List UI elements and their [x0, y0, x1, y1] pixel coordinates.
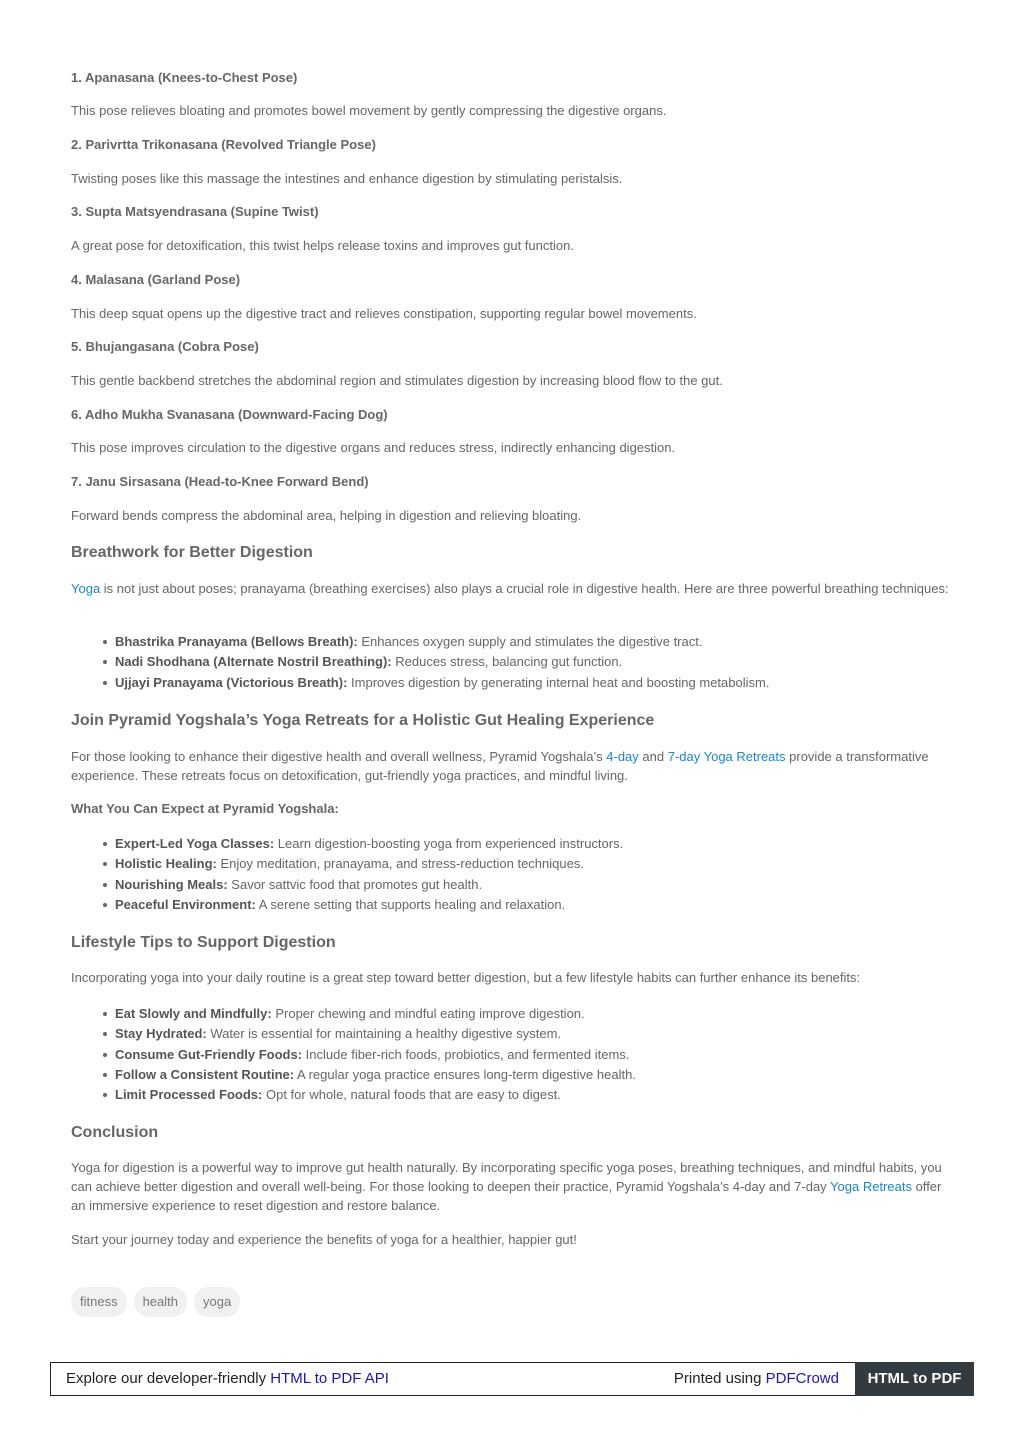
- list-item-bold: Expert-Led Yoga Classes:: [115, 836, 275, 851]
- pose-title: 3. Supta Matsyendrasana (Supine Twist): [71, 204, 319, 219]
- conclusion-text: Yoga for digestion is a powerful way to improve gut health naturally. By incorporating specific yoga poses, breathing techniques, and mindful habits, you can achieve better digestion and overall well-being. For those looking to deepen their practice, Pyramid Yogshala’s 4-day and 7-day: [71, 1160, 942, 1194]
- list-item: [115, 652, 769, 672]
- list-item-text: A serene setting that supports healing and relaxation.: [255, 896, 566, 912]
- conclusion-paragraph: [71, 1158, 951, 1215]
- list-item-bold: Stay Hydrated:: [115, 1026, 207, 1042]
- list-item-bold: Consume Gut-Friendly Foods:: [115, 1046, 303, 1062]
- list-item-bold: Holistic Healing:: [115, 856, 217, 872]
- pose-title: 4. Malasana (Garland Pose): [71, 272, 241, 287]
- lifestyle-list: [115, 1004, 636, 1105]
- section-heading-lifestyle: Lifestyle Tips to Support Digestion: [71, 934, 336, 951]
- html-to-pdf-api-link[interactable]: HTML to PDF API: [270, 1370, 389, 1387]
- pose-description: This pose relieves bloating and promotes bowel movement by gently compressing the digestive organs.: [71, 103, 667, 118]
- retreats-text: For those looking to enhance their digestive health and overall wellness, Pyramid Yogshala’s: [71, 749, 607, 764]
- pose-description: Forward bends compress the abdominal area, helping in digestion and relieving bloating.: [71, 508, 582, 523]
- breathwork-list: [115, 632, 769, 693]
- list-item-bold: Ujjayi Pranayama (Victorious Breath):: [115, 674, 348, 690]
- list-item-text: Savor sattvic food that promotes gut health.: [227, 876, 483, 892]
- list-item-bold: Peaceful Environment:: [115, 896, 256, 912]
- pose-title: 5. Bhujangasana (Cobra Pose): [71, 339, 259, 354]
- list-item: [115, 875, 623, 895]
- pdfcrowd-link[interactable]: PDFCrowd: [765, 1370, 839, 1387]
- tag-list: [71, 1287, 240, 1317]
- list-item-text: Water is essential for maintaining a healthy digestive system.: [206, 1026, 562, 1042]
- list-item-text: A regular yoga practice ensures long-term digestive health.: [294, 1066, 636, 1082]
- list-item-text: Reduces stress, balancing gut function.: [391, 654, 623, 670]
- breathwork-intro-text: is not just about poses; pranayama (breathing exercises) also plays a crucial role in digestive health. Here are three powerful breathing techniques:: [100, 581, 949, 596]
- list-item-text: Improves digestion by generating internal heat and boosting metabolism.: [347, 674, 770, 690]
- list-item-bold: Bhastrika Pranayama (Bellows Breath):: [115, 634, 358, 649]
- tag-yoga[interactable]: yoga: [194, 1287, 240, 1317]
- list-item-bold: Nourishing Meals:: [115, 876, 228, 892]
- pose-description: Twisting poses like this massage the intestines and enhance digestion by stimulating peristalsis.: [71, 171, 623, 186]
- list-item-text: Opt for whole, natural foods that are easy to digest.: [262, 1087, 561, 1103]
- tag-health[interactable]: health: [134, 1287, 187, 1317]
- list-item-text: Enjoy meditation, pranayama, and stress-reduction techniques.: [216, 856, 584, 872]
- list-item: [115, 1024, 636, 1044]
- pose-description: This deep squat opens up the digestive tract and relieves constipation, supporting regular bowel movements.: [71, 306, 697, 321]
- retreats-text: provide a transformative experience. These retreats focus on detoxification, gut-friendly yoga practices, and mindful living.: [71, 749, 929, 783]
- pose-description: This pose improves circulation to the digestive organs and reduces stress, indirectly enhancing digestion.: [71, 440, 676, 455]
- footer-left-text: [66, 1363, 389, 1395]
- list-item: [115, 834, 623, 854]
- pose-description: This gentle backbend stretches the abdominal region and stimulates digestion by increasing blood flow to the gut.: [71, 373, 723, 388]
- yoga-link[interactable]: Yoga: [71, 581, 101, 596]
- section-heading-conclusion: Conclusion: [71, 1124, 159, 1141]
- list-item-bold: Follow a Consistent Routine:: [115, 1066, 295, 1082]
- list-item: [115, 1045, 636, 1065]
- retreats-subheading: What You Can Expect at Pyramid Yogshala:: [71, 801, 339, 816]
- seven-day-retreats-link[interactable]: 7-day Yoga Retreats: [667, 749, 786, 764]
- pose-title: 2. Parivrtta Trikonasana (Revolved Triangle Pose): [71, 137, 376, 152]
- retreats-paragraph: [71, 747, 951, 785]
- list-item-text: Include fiber-rich foods, probiotics, and fermented items.: [302, 1046, 630, 1062]
- conclusion-closing: Start your journey today and experience the benefits of yoga for a healthier, happier gut!: [71, 1232, 577, 1247]
- pdfcrowd-footer-banner: [50, 1362, 974, 1396]
- pose-title: 7. Janu Sirsasana (Head-to-Knee Forward Bend): [71, 474, 369, 489]
- list-item: [115, 895, 623, 915]
- retreats-list: [115, 834, 623, 915]
- list-item: [115, 1004, 636, 1024]
- four-day-link[interactable]: 4-day: [606, 749, 639, 764]
- list-item-bold: Limit Processed Foods:: [115, 1087, 263, 1103]
- list-item: [115, 1065, 636, 1085]
- section-heading-retreats: Join Pyramid Yogshala’s Yoga Retreats for a Holistic Gut Healing Experience: [71, 712, 655, 729]
- html-to-pdf-button[interactable]: HTML to PDF: [855, 1362, 974, 1396]
- list-item-text: Learn digestion-boosting yoga from experienced instructors.: [274, 836, 624, 851]
- pose-description: A great pose for detoxification, this twist helps release toxins and improves gut function.: [71, 238, 574, 253]
- conclusion-text: offer an immersive experience to reset digestion and restore balance.: [71, 1179, 942, 1213]
- list-item: [115, 673, 769, 693]
- pose-title: 6. Adho Mukha Svanasana (Downward-Facing Dog): [71, 407, 388, 422]
- yoga-retreats-link[interactable]: Yoga Retreats: [830, 1179, 912, 1194]
- footer-printed-text: Printed using: [673, 1370, 766, 1387]
- footer-promo-text: Explore our developer-friendly: [66, 1370, 271, 1387]
- footer-printed-using: [674, 1363, 839, 1395]
- retreats-text: and: [638, 749, 668, 764]
- breathwork-intro: [71, 579, 951, 598]
- tag-fitness[interactable]: fitness: [71, 1287, 127, 1317]
- lifestyle-intro: Incorporating yoga into your daily routine is a great step toward better digestion, but a few lifestyle habits can further enhance its benefits:: [71, 970, 861, 985]
- list-item-bold: Nadi Shodhana (Alternate Nostril Breathing):: [115, 654, 392, 670]
- list-item-text: Proper chewing and mindful eating improve digestion.: [271, 1006, 585, 1021]
- list-item: [115, 632, 769, 652]
- pose-title: 1. Apanasana (Knees-to-Chest Pose): [71, 70, 298, 85]
- list-item: [115, 854, 623, 874]
- section-heading-breathwork: Breathwork for Better Digestion: [71, 544, 313, 561]
- list-item: [115, 1085, 636, 1105]
- list-item-text: Enhances oxygen supply and stimulates the digestive tract.: [357, 634, 703, 649]
- list-item-bold: Eat Slowly and Mindfully:: [115, 1006, 272, 1021]
